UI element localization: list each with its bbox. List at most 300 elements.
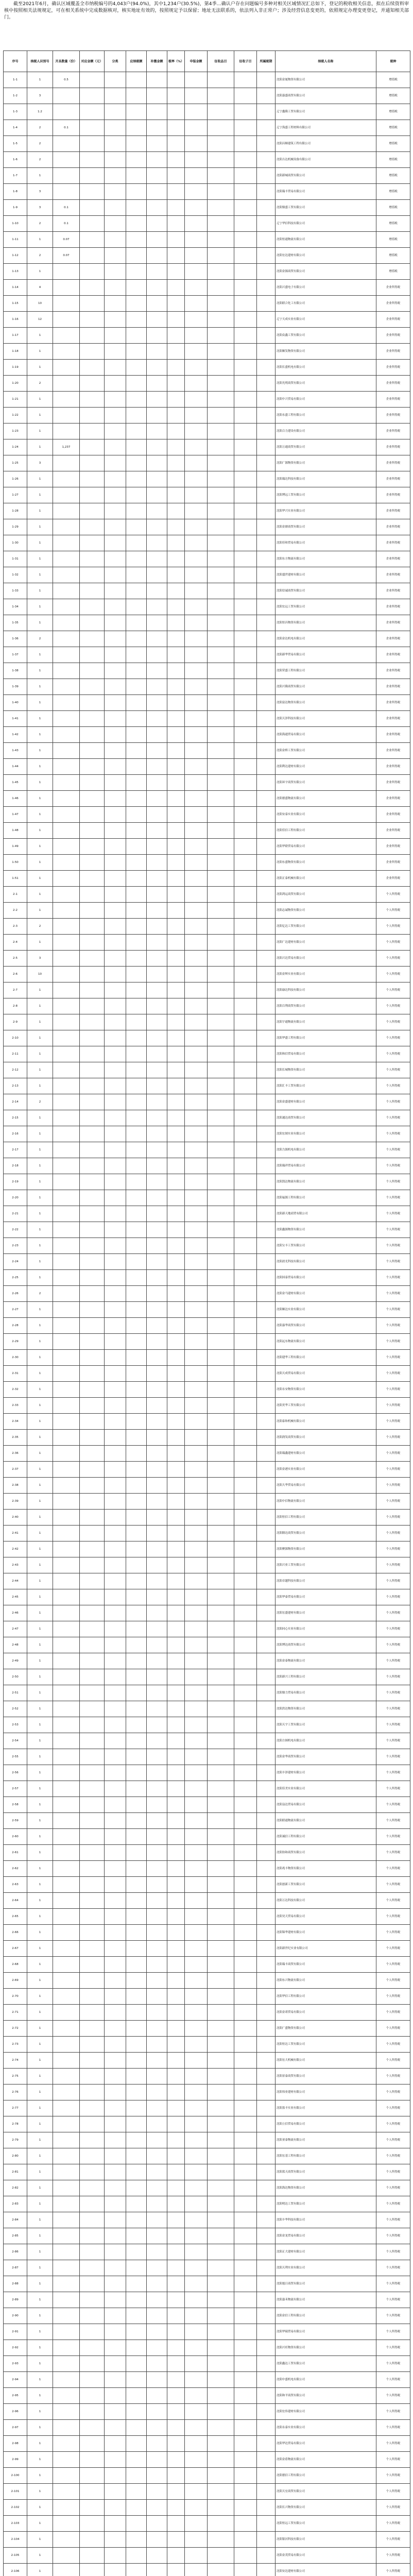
table-cell <box>234 1957 257 1973</box>
table-cell: 2-84 <box>4 2212 27 2228</box>
table-cell <box>126 1238 147 1254</box>
table-cell: 0.1 <box>53 200 80 216</box>
table-cell <box>105 2100 126 2116</box>
table-cell <box>126 1046 147 1062</box>
table-cell <box>167 1446 185 1462</box>
table-cell <box>208 2021 234 2037</box>
table-cell <box>185 998 208 1014</box>
table-cell: 企业所得税 <box>376 455 410 471</box>
table-cell: 1-37 <box>4 647 27 663</box>
table-cell <box>234 935 257 951</box>
table-cell <box>80 1126 105 1142</box>
table-cell <box>185 807 208 823</box>
table-cell: 沈阳伟业建材有限公司 <box>276 2084 376 2100</box>
table-cell <box>185 1158 208 1174</box>
table-cell <box>80 408 105 423</box>
table-cell <box>167 1462 185 1478</box>
table-cell: 个人所得税 <box>376 1110 410 1126</box>
table-cell <box>147 1398 167 1414</box>
table-cell <box>208 2084 234 2100</box>
table-cell: 个人所得税 <box>376 2084 410 2100</box>
table-cell <box>53 2516 80 2532</box>
table-row <box>4 1717 410 1733</box>
table-cell <box>147 951 167 967</box>
table-cell <box>257 1749 276 1765</box>
table-cell: 2-40 <box>4 1510 27 1526</box>
table-cell <box>167 216 185 232</box>
table-cell <box>234 583 257 599</box>
table-cell <box>80 503 105 519</box>
table-cell <box>80 1206 105 1222</box>
table-cell <box>208 775 234 791</box>
table-cell <box>105 1717 126 1733</box>
table-cell: 1-43 <box>4 743 27 759</box>
table-cell <box>167 2420 185 2436</box>
table-cell <box>53 1909 80 1925</box>
table-cell <box>147 2516 167 2532</box>
table-row <box>4 360 410 376</box>
table-cell <box>257 919 276 935</box>
table-cell <box>126 2053 147 2069</box>
table-cell <box>147 1046 167 1062</box>
table-row <box>4 727 410 743</box>
table-cell: 2-60 <box>4 1829 27 1845</box>
table-cell <box>185 88 208 104</box>
table-cell: 1 <box>27 2356 53 2372</box>
table-cell <box>167 1222 185 1238</box>
table-cell: 1 <box>27 759 53 775</box>
table-cell <box>80 743 105 759</box>
table-cell <box>147 2404 167 2420</box>
table-cell: 个人所得税 <box>376 1014 410 1030</box>
table-cell: 沈阳凯达物流有限公司 <box>276 1174 376 1190</box>
table-cell <box>80 2516 105 2532</box>
table-cell: 沈阳新天地商贸有限公司 <box>276 1206 376 1222</box>
table-cell <box>167 519 185 535</box>
table-cell <box>185 1893 208 1909</box>
table-cell: 2-69 <box>4 1973 27 1989</box>
table-cell <box>185 2468 208 2484</box>
table-cell: 2-89 <box>4 2292 27 2308</box>
table-cell: 个人所得税 <box>376 1478 410 1494</box>
table-cell: 1-8 <box>4 184 27 200</box>
table-cell: 沈阳海达物资有限公司 <box>276 2180 376 2196</box>
table-cell <box>80 2053 105 2069</box>
table-cell <box>53 1286 80 1302</box>
table-cell: 2-15 <box>4 1110 27 1126</box>
table-cell <box>126 1685 147 1701</box>
table-cell <box>208 1430 234 1446</box>
table-cell <box>126 1637 147 1653</box>
table-cell <box>80 2436 105 2452</box>
table-cell <box>167 471 185 487</box>
table-cell <box>80 887 105 903</box>
table-row <box>4 1733 410 1749</box>
table-cell <box>185 1126 208 1142</box>
table-cell: 1 <box>27 471 53 487</box>
table-cell <box>80 1813 105 1829</box>
table-cell <box>105 1366 126 1382</box>
table-cell <box>208 1142 234 1158</box>
table-cell <box>234 2452 257 2468</box>
table-cell <box>80 1973 105 1989</box>
table-cell: 沈阳金茂贸易有限公司 <box>276 2548 376 2564</box>
table-cell <box>80 104 105 120</box>
table-cell: 2-30 <box>4 1350 27 1366</box>
table-cell <box>185 855 208 871</box>
table-cell <box>105 1829 126 1845</box>
table-cell: 1 <box>27 2053 53 2069</box>
table-cell: 1 <box>27 1845 53 1861</box>
table-cell <box>80 1589 105 1605</box>
table-cell <box>53 2196 80 2212</box>
table-row <box>4 695 410 711</box>
table-cell <box>167 1957 185 1973</box>
table-cell <box>208 1206 234 1222</box>
table-cell <box>105 312 126 328</box>
table-cell <box>126 1302 147 1318</box>
table-cell <box>105 200 126 216</box>
table-cell <box>257 168 276 184</box>
table-cell: 2-101 <box>4 2484 27 2500</box>
table-cell <box>126 567 147 583</box>
table-cell <box>234 2564 257 2576</box>
table-cell <box>126 1030 147 1046</box>
table-cell: 1 <box>27 487 53 503</box>
table-cell <box>147 1238 167 1254</box>
table-cell <box>234 2516 257 2532</box>
table-cell <box>208 855 234 871</box>
table-cell: 1 <box>27 168 53 184</box>
table-cell <box>234 855 257 871</box>
table-cell <box>105 1094 126 1110</box>
table-cell: 1-12 <box>4 248 27 264</box>
table-cell <box>147 1302 167 1318</box>
table-cell <box>257 2116 276 2132</box>
table-cell <box>167 743 185 759</box>
table-cell <box>53 791 80 807</box>
table-cell: 1 <box>27 1222 53 1238</box>
table-cell <box>126 887 147 903</box>
table-cell <box>53 1174 80 1190</box>
table-cell: 个人所得税 <box>376 1462 410 1478</box>
table-cell <box>257 1110 276 1126</box>
table-cell <box>208 647 234 663</box>
table-cell <box>257 312 276 328</box>
table-cell <box>105 823 126 839</box>
table-cell: 个人所得税 <box>376 982 410 998</box>
table-cell: 个人所得税 <box>376 2100 410 2116</box>
table-cell: 沈阳合力建设有限公司 <box>276 423 376 439</box>
table-cell: 1-3 <box>4 104 27 120</box>
table-cell: 1 <box>27 599 53 615</box>
table-cell <box>105 2468 126 2484</box>
table-cell: 沈阳创新工贸有限公司 <box>276 1877 376 1893</box>
table-cell <box>185 2244 208 2260</box>
table-cell <box>234 1526 257 1541</box>
table-cell: 2 <box>27 631 53 647</box>
table-cell <box>80 1430 105 1446</box>
table-cell: 增值税 <box>376 232 410 248</box>
table-cell <box>80 2164 105 2180</box>
table-cell <box>257 2276 276 2292</box>
table-cell: 1 <box>27 583 53 599</box>
table-cell <box>208 344 234 360</box>
table-cell <box>208 727 234 743</box>
table-cell <box>208 1366 234 1382</box>
table-cell <box>167 1909 185 1925</box>
table-cell <box>147 72 167 88</box>
table-cell <box>234 1414 257 1430</box>
table-cell: 沈阳大华贸易有限公司 <box>276 1478 376 1494</box>
table-cell <box>147 1605 167 1621</box>
table-cell: 沈阳华达贸易有限公司 <box>276 2436 376 2452</box>
table-cell <box>53 423 80 439</box>
table-cell <box>234 535 257 551</box>
table-cell <box>185 503 208 519</box>
table-cell: 2 <box>27 216 53 232</box>
table-cell <box>257 2356 276 2372</box>
table-cell: 个人所得税 <box>376 1957 410 1973</box>
table-cell <box>208 2484 234 2500</box>
table-cell: 1 <box>27 647 53 663</box>
table-row <box>4 296 410 312</box>
table-cell <box>185 2037 208 2053</box>
table-cell: 沈阳广源物资有限公司 <box>276 455 376 471</box>
table-cell <box>53 1398 80 1414</box>
table-row <box>4 1078 410 1094</box>
table-cell <box>257 360 276 376</box>
table-cell <box>53 679 80 695</box>
table-row <box>4 631 410 647</box>
table-cell: 沈阳永泰实业有限公司 <box>276 2420 376 2436</box>
table-cell <box>53 743 80 759</box>
table-row <box>4 232 410 248</box>
table-cell: 1 <box>27 567 53 583</box>
table-cell: 沈阳金龙贸易有限公司 <box>276 2228 376 2244</box>
table-cell: 企业所得税 <box>376 647 410 663</box>
table-cell <box>185 791 208 807</box>
table-cell: 1-21 <box>4 392 27 408</box>
table-cell <box>208 439 234 455</box>
table-cell <box>257 1685 276 1701</box>
table-cell <box>147 743 167 759</box>
table-cell <box>208 1733 234 1749</box>
table-cell <box>185 1318 208 1334</box>
table-cell: 沈阳新华贸易有限公司 <box>276 647 376 663</box>
table-cell: 沈阳聚源物资有限公司 <box>276 1541 376 1557</box>
table-cell <box>167 759 185 775</box>
table-row <box>4 935 410 951</box>
table-cell <box>234 982 257 998</box>
table-cell <box>167 264 185 280</box>
table-cell <box>126 2324 147 2340</box>
table-cell <box>208 1701 234 1717</box>
table-cell: 个人所得税 <box>376 1973 410 1989</box>
table-cell: 1 <box>27 871 53 887</box>
table-cell <box>257 567 276 583</box>
table-cell: 沈阳天泽科技有限公司 <box>276 711 376 727</box>
table-cell <box>257 232 276 248</box>
table-cell: 2-68 <box>4 1957 27 1973</box>
table-cell: 个人所得税 <box>376 1414 410 1430</box>
table-cell <box>234 1046 257 1062</box>
table-cell <box>208 1174 234 1190</box>
table-cell: 个人所得税 <box>376 2244 410 2260</box>
table-row <box>4 1765 410 1781</box>
table-cell <box>147 1669 167 1685</box>
table-row <box>4 487 410 503</box>
table-row <box>4 2532 410 2548</box>
table-cell: 沈阳瑞丰贸易有限公司 <box>276 184 376 200</box>
table-cell: 1 <box>27 2069 53 2084</box>
table-cell <box>185 1845 208 1861</box>
table-cell <box>147 1478 167 1494</box>
table-cell: 1-23 <box>4 423 27 439</box>
table-cell: 1 <box>27 1126 53 1142</box>
table-cell <box>126 839 147 855</box>
table-cell <box>234 2164 257 2180</box>
table-cell <box>53 1957 80 1973</box>
table-cell <box>80 1510 105 1526</box>
table-cell <box>185 663 208 679</box>
table-cell <box>147 2548 167 2564</box>
table-cell <box>53 1893 80 1909</box>
table-cell: 沈阳环宇商贸有限公司 <box>276 775 376 791</box>
table-row <box>4 1222 410 1238</box>
table-cell <box>147 1430 167 1446</box>
table-row <box>4 1414 410 1430</box>
table-cell <box>208 1110 234 1126</box>
table-cell <box>257 1653 276 1669</box>
table-cell <box>208 1557 234 1573</box>
table-row <box>4 1877 410 1893</box>
table-cell <box>167 903 185 919</box>
table-row <box>4 1861 410 1877</box>
table-cell <box>105 1701 126 1717</box>
table-cell <box>185 152 208 168</box>
table-row <box>4 184 410 200</box>
table-cell <box>257 1430 276 1446</box>
table-cell <box>208 2452 234 2468</box>
table-cell <box>105 1318 126 1334</box>
table-cell <box>234 455 257 471</box>
table-cell <box>234 1078 257 1094</box>
table-cell <box>167 232 185 248</box>
table-cell <box>257 2212 276 2228</box>
table-cell <box>208 1685 234 1701</box>
table-cell <box>80 1254 105 1270</box>
table-cell <box>208 631 234 647</box>
table-cell <box>167 1829 185 1845</box>
table-cell <box>147 1781 167 1797</box>
column-header: 征收子目 <box>234 51 257 72</box>
table-cell: 个人所得税 <box>376 2308 410 2324</box>
table-cell: 2-75 <box>4 2069 27 2084</box>
table-cell <box>234 2436 257 2452</box>
table-cell <box>167 919 185 935</box>
table-cell <box>185 2548 208 2564</box>
table-cell: 沈阳和平商贸有限公司 <box>276 2388 376 2404</box>
table-cell <box>208 168 234 184</box>
table-cell <box>105 1494 126 1510</box>
table-cell <box>167 487 185 503</box>
column-header: 对应金额（元） <box>80 51 105 72</box>
table-cell <box>80 935 105 951</box>
table-cell <box>105 2116 126 2132</box>
table-cell <box>53 1222 80 1238</box>
table-cell <box>126 376 147 392</box>
table-row <box>4 1334 410 1350</box>
table-cell: 1-51 <box>4 871 27 887</box>
table-row <box>4 1749 410 1765</box>
table-cell <box>257 1973 276 1989</box>
table-cell <box>53 583 80 599</box>
table-cell <box>53 919 80 935</box>
table-cell <box>208 1573 234 1589</box>
table-row <box>4 439 410 455</box>
table-cell <box>208 663 234 679</box>
table-row <box>4 455 410 471</box>
table-cell <box>53 1206 80 1222</box>
table-cell: 1 <box>27 1813 53 1829</box>
table-cell: 1 <box>27 1573 53 1589</box>
table-cell: 沈阳联通物流有限公司 <box>276 1813 376 1829</box>
table-cell <box>53 695 80 711</box>
table-cell: 个人所得税 <box>376 1238 410 1254</box>
table-cell <box>257 2308 276 2324</box>
table-cell <box>126 791 147 807</box>
table-cell <box>234 695 257 711</box>
table-cell <box>105 168 126 184</box>
table-row <box>4 551 410 567</box>
table-cell: 1 <box>27 2324 53 2340</box>
table-cell: 1 <box>27 2260 53 2276</box>
table-cell <box>185 360 208 376</box>
table-cell <box>126 2308 147 2324</box>
table-cell: 沈阳同心实业有限公司 <box>276 1621 376 1637</box>
table-cell <box>53 615 80 631</box>
table-cell: 2-81 <box>4 2164 27 2180</box>
table-cell: 2-82 <box>4 2180 27 2196</box>
table-cell: 2-102 <box>4 2500 27 2516</box>
table-cell <box>185 439 208 455</box>
table-row <box>4 2500 410 2516</box>
table-cell: 沈阳兴盛电子有限公司 <box>276 280 376 296</box>
table-cell <box>105 120 126 136</box>
table-cell <box>208 408 234 423</box>
table-cell: 1 <box>27 1430 53 1446</box>
table-cell <box>105 72 126 88</box>
table-cell <box>208 376 234 392</box>
table-cell: 个人所得税 <box>376 2069 410 2084</box>
table-cell: 个人所得税 <box>376 2564 410 2576</box>
table-cell <box>53 2148 80 2164</box>
table-cell <box>208 487 234 503</box>
table-cell <box>80 807 105 823</box>
table-cell: 1 <box>27 328 53 344</box>
table-row <box>4 1813 410 1829</box>
table-cell: 个人所得税 <box>376 2388 410 2404</box>
table-cell <box>257 935 276 951</box>
table-cell: 个人所得税 <box>376 1573 410 1589</box>
table-cell <box>208 1046 234 1062</box>
table-cell: 企业所得税 <box>376 280 410 296</box>
table-cell <box>105 2132 126 2148</box>
table-cell: 企业所得税 <box>376 839 410 855</box>
table-cell: 沈阳昌顺建筑工程有限公司 <box>276 136 376 152</box>
table-cell: 沈阳光明商贸有限公司 <box>276 376 376 392</box>
